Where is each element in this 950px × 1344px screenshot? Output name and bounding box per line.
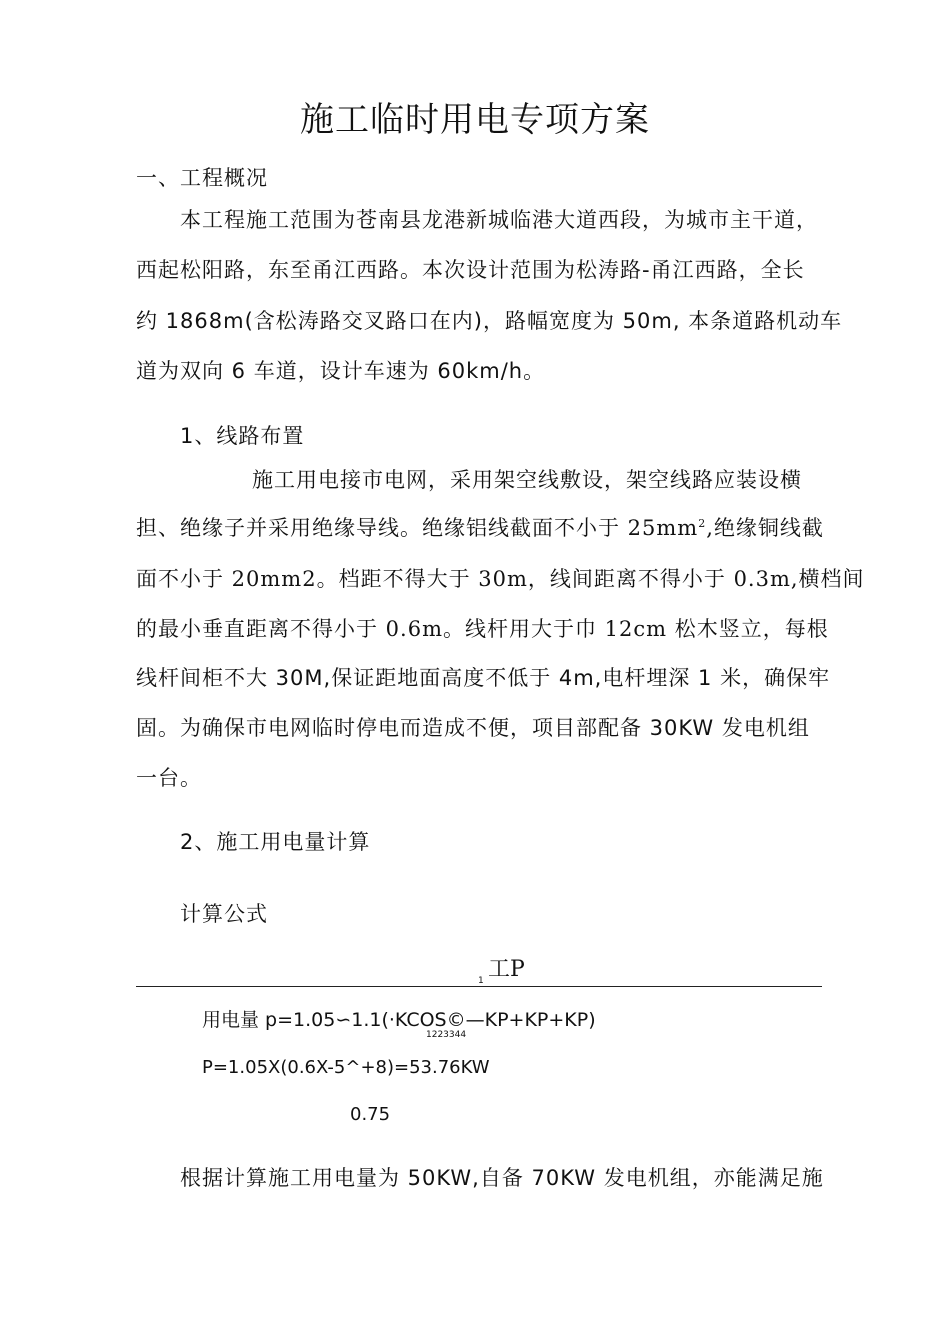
wiring-line-5: 线杆间柜不大 30M,保证距地面高度不低于 4m,电杆埋深 1 米，确保牢 bbox=[136, 666, 831, 690]
formula-line-2: P=1.05X(0.6X-5^+8)=53.76KW bbox=[202, 1057, 490, 1078]
formula-label: 计算公式 bbox=[180, 902, 268, 926]
wiring-line-1: 施工用电接市电网，采用架空线敷设，架空线路应装设横 bbox=[252, 468, 802, 492]
document-title: 施工临时用电专项方案 bbox=[300, 100, 650, 140]
overview-line-4: 道为双向 6 车道，设计车速为 60km/h。 bbox=[136, 359, 546, 383]
wiring-line-7: 一台。 bbox=[136, 766, 202, 790]
formula-line-1-indices: 1223344 bbox=[426, 1030, 467, 1040]
section-heading-overview: 一、工程概况 bbox=[136, 166, 268, 190]
overview-line-2: 西起松阳路，东至甬江西路。本次设计范围为松涛路-甬江西路，全长 bbox=[136, 258, 805, 282]
overview-line-3: 约 1868m(含松涛路交叉路口在内)，路幅宽度为 50m, 本条道路机动车 bbox=[136, 309, 843, 333]
formula-line-1: 用电量 p=1.05∽1.1(·KCOS©—KP+KP+KP) bbox=[202, 1009, 596, 1031]
wiring-line-2a: 担、绝缘子并采用绝缘导线。绝缘铝线截面不小于 25mm bbox=[136, 516, 699, 540]
wiring-line-3: 面不小于 20mm2。档距不得大于 30m，线间距离不得小于 0.3m,横档间 bbox=[136, 567, 865, 591]
subsection-heading-calculation: 2、施工用电量计算 bbox=[180, 830, 371, 854]
formula-sum-index: 1 bbox=[478, 976, 484, 986]
formula-fraction-line bbox=[136, 986, 822, 987]
wiring-line-2-superscript: 2 bbox=[698, 517, 707, 530]
overview-line-1: 本工程施工范围为苍南县龙港新城临港大道西段，为城市主干道， bbox=[180, 208, 818, 232]
wiring-line-2b: ,绝缘铜线截 bbox=[706, 516, 824, 540]
formula-denominator: 0.75 bbox=[350, 1104, 391, 1125]
subsection-heading-wiring: 1、线路布置 bbox=[180, 424, 305, 448]
wiring-line-6: 固。为确保市电网临时停电而造成不便，项目部配备 30KW 发电机组 bbox=[136, 716, 810, 740]
wiring-line-2 bbox=[136, 512, 824, 542]
formula-sum-symbol: 工P bbox=[488, 957, 525, 982]
wiring-line-4: 的最小垂直距离不得小于 0.6m。线杆用大于巾 12cm 松木竖立，每根 bbox=[136, 617, 829, 641]
conclusion-text: 根据计算施工用电量为 50KW,自备 70KW 发电机组，亦能满足施 bbox=[180, 1166, 824, 1190]
